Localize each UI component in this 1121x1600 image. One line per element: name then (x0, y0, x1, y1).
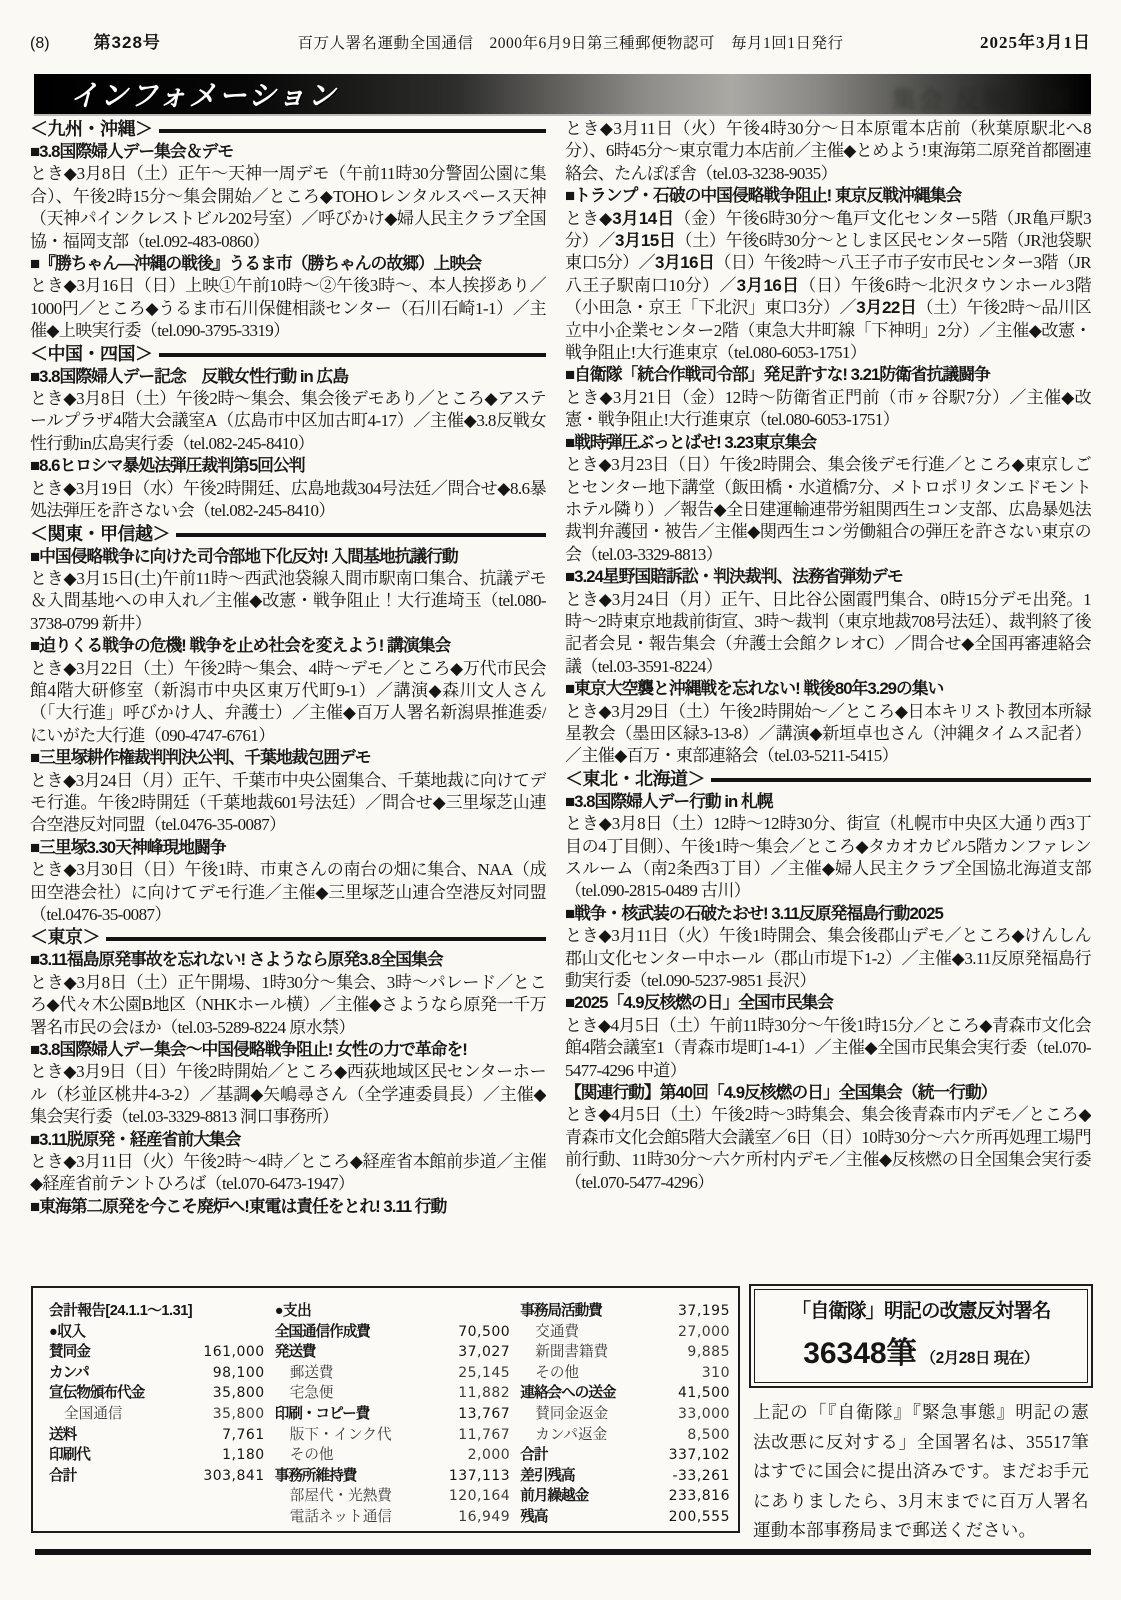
accounting-row (275, 1425, 511, 1446)
accounting-label: 印刷代 (49, 1447, 90, 1464)
event-title: ■東京大空襲と沖縄戦を忘れない! 戦後80年3.29の集い (565, 679, 944, 699)
event-title: ■3.11脱原発・経産省前大集会 (30, 1129, 241, 1149)
accounting-row (275, 1445, 511, 1466)
accounting-value: 70,500 (458, 1323, 511, 1340)
accounting-row (275, 1404, 511, 1425)
banner-title: インフォメーション (70, 79, 338, 112)
accounting-row (520, 1507, 730, 1528)
accounting-label: カンパ返金 (535, 1426, 608, 1443)
accounting-label: カンパ (49, 1364, 89, 1381)
accounting-value: 9,885 (687, 1344, 730, 1361)
accounting-label: その他 (289, 1447, 334, 1464)
event-details: とき◆3月24日（月）正午、千葉市中央公園集合、千葉地裁に向けてデモ行進。午後2時開廷（千葉地裁601号法廷）／問合せ◆三里塚芝山連合空港反対同盟（tel.0476-35-0087） (30, 770, 546, 835)
accounting-value: 337,102 (668, 1447, 730, 1464)
event-title: ■三里塚3.30天神峰現地闘争 (30, 837, 226, 857)
accounting-value: 161,000 (203, 1344, 265, 1361)
event-details: とき◆3月9日（日）午後2時開始／ところ◆西荻地域区民センターホール（杉並区桃井4-3-2）／基調◆矢嶋尋さん（全学連委員長）／主催◆集会実行委（tel.03-3329-8813 洞口事務所） (30, 1062, 546, 1127)
event-title: ■戦争・核武装の石破たおせ! 3.11反原発福島行動2025 (565, 903, 943, 923)
event-details: とき◆3月8日（土）正午～天神一周デモ（午前11時30分警固公園に集合）、午後2時15分～集会開始／ところ◆TOHOレンタルスペース天神（天神パインクレストビル202号室）／呼びかけ◆婦人民主クラブ全国協・福岡支部（tel.092-483-0860） (30, 164, 546, 251)
accounting-label: 差引残高 (520, 1467, 575, 1484)
accounting-row (520, 1404, 730, 1425)
accounting-label: 事務所維持費 (274, 1467, 357, 1484)
accounting-row (520, 1486, 730, 1507)
accounting-row (49, 1363, 265, 1384)
signature-box-paragraph: 上記の「『自衛隊』『緊急事態』明記の憲法改悪に反対する」全国署名は、35517筆はすでに国会に提出済みです。まだお手元にありましたら、3月末までに百万人署名運動本部事務局まで郵送ください。 (753, 1402, 1089, 1540)
ink-bleed-ghost: 集会 反戦 全国 (891, 87, 1073, 114)
event-details: とき◆3月21日（金）12時～防衛省正門前（市ヶ谷駅7分）／主催◆改憲・戦争阻止!大行進東京（tel.080-6053-1751） (565, 387, 1091, 430)
accounting-label: 残高 (520, 1508, 548, 1525)
accounting-label: 電話ネット通信 (289, 1508, 392, 1525)
accounting-row (520, 1301, 730, 1322)
accounting-label: 事務局活動費 (520, 1303, 602, 1319)
region-rule (711, 778, 1091, 782)
issue-date: 2025年3月1日 (980, 33, 1091, 52)
accounting-value: 8,500 (687, 1426, 730, 1443)
accounting-value: 35,800 (212, 1385, 265, 1402)
region-label: ＜関東・甲信越＞ (30, 523, 170, 544)
accounting-value: 120,164 (448, 1488, 511, 1505)
accounting-value: 1,180 (222, 1447, 265, 1464)
accounting-label: 連絡会への送金 (520, 1385, 616, 1402)
accounting-label: 全国通信作成費 (274, 1323, 370, 1340)
event-details: とき◆4月5日（土）午後2時～3時集会、集会後青森市内デモ／ところ◆青森市文化会館5階大会議室／6日（日）10時30分～六ケ所再処理工場門前行動、11時30分～六ケ所村内デモ／主催◆反核燃の日全国集会実行委（tel.070-5477-4296） (565, 1105, 1091, 1192)
accounting-value: 310 (701, 1364, 730, 1381)
events-column-left (30, 118, 546, 1278)
event-title: ■戦時弾圧ぶっとばせ! 3.23東京集会 (565, 432, 817, 452)
event-title: ■8.6ヒロシマ暴処法弾圧裁判第5回公判 (30, 456, 305, 476)
signature-count: 36348筆 (803, 1337, 917, 1370)
accounting-row (520, 1342, 730, 1363)
bottom-rule (35, 1549, 1091, 1555)
accounting-row (520, 1322, 730, 1343)
accounting-label: 版下・インク代 (289, 1426, 392, 1443)
accounting-label: 宅急便 (289, 1385, 334, 1402)
accounting-value: 13,767 (458, 1405, 511, 1422)
accounting-row (275, 1342, 511, 1363)
event-title: ■2025「4.9反核燃の日」全国市民集会 (565, 993, 833, 1013)
event-title: ■中国侵略戦争に向けた司令部地下化反対! 入間基地抗議行動 (30, 546, 458, 566)
accounting-label: ●支出 (274, 1303, 312, 1319)
accounting-label: ●収入 (49, 1323, 86, 1340)
region-rule (159, 353, 547, 357)
accounting-label: 宣伝物頒布代金 (49, 1385, 145, 1402)
accounting-row (520, 1383, 730, 1404)
accounting-row (275, 1507, 511, 1528)
event-title: ■三里塚耕作権裁判判決公判、千葉地裁包囲デモ (30, 748, 371, 768)
accounting-label: 全国通信 (64, 1405, 123, 1422)
accounting-label: その他 (535, 1364, 580, 1381)
accounting-label: 発送費 (274, 1344, 316, 1361)
event-title: ■『勝ちゃん―沖縄の戦後』うるま市（勝ちゃんの故郷）上映会 (30, 254, 482, 274)
event-title: ■3.24星野国賠訴訟・判決裁判、法務省弾劾デモ (565, 567, 903, 587)
event-details: とき◆3月23日（日）午後2時開会、集会後デモ行進／ところ◆東京しごとセンター地下講堂（飯田橋・水道橋7分、メトロポリタンエドモントホテル隣り）／報告◆全日建運輸連帯労組関西生コン支部、広島暴処法裁判弁護団・被告／主催◆関西生コン労働組合の弾圧を許さない東京の会（tel.03-3329-8813） (565, 455, 1091, 564)
event-details: とき◆3月24日（月）正午、日比谷公園霞門集合、0時15分デモ出発。1時～2時東京地裁前街宣、3時～裁判（東京地裁708号法廷）、裁判終了後記者会見・報告集会（弁護士会館クレオC）／問合せ◆全国再審連絡会議（tel.03-3591-8224） (565, 589, 1091, 676)
event-title: 【関連行動】第40回「4.9反核燃の日」全国集会（統一行動） (565, 1083, 997, 1103)
region-label: ＜東京＞ (30, 927, 100, 948)
event-details: とき◆3月22日（土）午後2時～集会、4時～デモ／ところ◆万代市民会館4階大研修室（新潟市中央区東万代町9-1）／講演◆森川文人さん（「大行進」呼びかけ人、弁護士）／主催◆百万人署名新潟県推進委/にいがた大行進（090-4747-6761） (30, 658, 546, 745)
accounting-row (520, 1425, 730, 1446)
event-details: とき◆3月19日（水）午後2時開廷、広島地裁304号法廷／問合せ◆8.6暴処法弾圧を許さない会（tel.082-245-8410） (30, 478, 546, 521)
accounting-value: 35,800 (212, 1405, 265, 1422)
event-title: ■3.11福島原発事故を忘れない! さようなら原発3.8全国集会 (30, 950, 443, 970)
accounting-label: 会計報告[24.1.1～1.31] (49, 1303, 193, 1319)
accounting-row (520, 1363, 730, 1384)
accounting-column (49, 1301, 265, 1523)
accounting-value: 98,100 (212, 1364, 265, 1381)
region-label: ＜中国・四国＞ (30, 343, 153, 364)
event-title: ■3.8国際婦人デー集会＆デモ (30, 142, 234, 161)
accounting-value: 27,000 (678, 1323, 730, 1340)
region-label: ＜九州・沖縄＞ (30, 119, 153, 139)
accounting-row (275, 1322, 511, 1343)
accounting-row (49, 1342, 265, 1363)
event-title: ■トランプ・石破の中国侵略戦争阻止! 東京反戦沖縄集会 (565, 186, 962, 206)
accounting-value: 33,000 (678, 1405, 730, 1422)
accounting-label: 送料 (49, 1426, 77, 1443)
accounting-label: 交通費 (535, 1323, 580, 1340)
accounting-column (275, 1301, 511, 1523)
event-details: とき◆3月11日（火）午後2時～4時／ところ◆経産省本館前歩道／主催◆経産省前テントひろば（tel.070-6473-1947） (30, 1152, 546, 1194)
event-details: とき◆3月14日（金）午後6時30分～亀戸文化センター5階（JR亀戸駅3分）／3月15日（土）午後6時30分～としま区民センター5階（JR池袋駅東口5分）／3月16日（日）午後2時～八王子市子安市民センター3階（JR八王子駅南口10分）／3月16日（日）午後6時～北沢タウンホール3階（小田急・京王「下北沢」東口3分）／3月22日（土）午後2時～品川区立中小企業センター2階（東急大井町線「下神明」2分）／主催◆改憲・戦争阻止!大行進東京（tel.080-6053-1751） (565, 208, 1091, 363)
event-title: ■3.8国際婦人デー行動 in 札幌 (565, 791, 773, 811)
signature-count-line (759, 1328, 1083, 1372)
signature-box (751, 1286, 1091, 1563)
region-header (30, 343, 546, 366)
event-details: とき◆3月30日（日）午後1時、市東さんの南台の畑に集合、NAA（成田空港会社）に向けてデモ行進／主催◆三里塚芝山連合空港反対同盟（tel.0476-35-0087） (30, 860, 546, 924)
information-banner (34, 74, 1091, 114)
accounting-label: 郵送費 (289, 1364, 334, 1381)
accounting-value: 303,841 (203, 1467, 265, 1484)
masthead-publication-line: 百万人署名運動全国通信 2000年6月9日第三種郵便物認可 毎月1回1日発行 (297, 35, 844, 52)
accounting-value: 16,949 (458, 1508, 511, 1525)
accounting-value: 233,816 (668, 1488, 730, 1505)
accounting-value: -33,261 (672, 1467, 730, 1484)
accounting-value: 11,767 (458, 1426, 511, 1443)
accounting-row (49, 1425, 265, 1446)
accounting-value: 137,113 (448, 1467, 511, 1484)
events-column-right (565, 118, 1091, 1278)
accounting-value: 37,027 (458, 1344, 511, 1361)
region-header (30, 926, 546, 949)
accounting-label: 合計 (49, 1467, 77, 1484)
event-details: とき◆3月16日（日）上映①午前10時～②午後3時～、本人挨拶あり／1000円／ところ◆うるま市石川保健相談センター（石川石崎1-1）／主催◆上映実行委（tel.090-3795-3319） (30, 276, 546, 341)
accounting-row (49, 1322, 265, 1343)
accounting-row (49, 1301, 265, 1322)
accounting-value: 2,000 (467, 1447, 511, 1464)
accounting-row (49, 1404, 265, 1425)
event-title: ■東海第二原発を今こそ廃炉へ!東電は責任をとれ! 3.11 行動 (30, 1196, 447, 1216)
event-details: とき◆3月29日（土）午後2時開始～／ところ◆日本キリスト教団本所緑星教会（墨田区緑3-13-8）／講演◆新垣卓也さん（沖縄タイムス記者）／主催◆百万・東部連絡会（tel.03-5211-5415） (565, 701, 1091, 766)
region-label: ＜東北・北海道＞ (565, 768, 705, 789)
accounting-report-box (31, 1286, 740, 1533)
accounting-row (275, 1301, 511, 1322)
accounting-row (275, 1383, 511, 1404)
event-title: ■3.8国際婦人デー集会～中国侵略戦争阻止! 女性の力で革命を! (30, 1040, 467, 1060)
accounting-row (49, 1466, 265, 1487)
accounting-row (275, 1363, 511, 1384)
accounting-row (49, 1445, 265, 1466)
accounting-row (49, 1383, 265, 1404)
signature-count-frame (754, 1289, 1088, 1383)
event-title: ■迫りくる戦争の危機! 戦争を止め社会を変えよう! 講演集会 (30, 636, 451, 656)
page-number: (8) (30, 35, 50, 52)
event-details: とき◆3月11日（火）午後4時30分～日本原電本店前（秋葉原駅北へ8分）、6時45分～東京電力本店前／主催◆とめよう!東海第二原発首都圏連絡会、たんぽぽ舎（tel.03-3238-9035） (565, 119, 1091, 183)
region-rule (159, 129, 547, 133)
accounting-label: 賛同金 (49, 1344, 90, 1361)
masthead (30, 28, 1091, 53)
region-header (30, 523, 546, 546)
event-title: ■自衛隊「統合作戦司令部」発足許すな! 3.21防衛省抗議闘争 (565, 365, 990, 385)
accounting-value: 11,882 (458, 1385, 511, 1402)
accounting-value: 37,195 (678, 1303, 730, 1319)
accounting-value: 25,145 (458, 1364, 511, 1381)
region-header (30, 118, 546, 141)
accounting-row (275, 1466, 511, 1487)
accounting-label: 賛同金返金 (535, 1405, 609, 1422)
accounting-label: 合計 (520, 1447, 548, 1464)
accounting-label: 前月繰越金 (520, 1488, 589, 1505)
region-rule (176, 533, 546, 537)
accounting-value: 7,761 (222, 1426, 265, 1443)
event-details: とき◆3月8日（土）正午開場、1時30分～集会、3時～パレード／ところ◆代々木公園B地区（NHKホール横）／主催◆さようなら原発一千万署名市民の会ほか（tel.03-5289-8224 原水禁） (30, 972, 546, 1037)
event-title: ■3.8国際婦人デー記念 反戦女性行動 in 広島 (30, 366, 348, 386)
accounting-label: 印刷・コピー費 (274, 1405, 370, 1422)
event-details: とき◆3月8日（土）午後2時～集会、集会後デモあり／ところ◆アステールプラザ4階大会議室A（広島市中区加古町4-17）／主催◆3.8反戦女性行動in広島実行委（tel.082-245-8410） (30, 389, 546, 453)
issue-number: 第328号 (93, 33, 161, 52)
event-details: とき◆3月11日（火）午後1時開会、集会後郡山デモ／ところ◆けんしん郡山文化センター中ホール（郡山市堤下1-2）／主催◆3.11反原発福島行動実行委（tel.090-5237-9851 長沢） (565, 926, 1091, 991)
event-details: とき◆4月5日（土）午前11時30分～午後1時15分／ところ◆青森市文化会館4階会議室1（青森市堤町1-4-1）／主催◆全国市民集会実行委（tel.070-5477-4296 中道） (565, 1015, 1091, 1080)
event-details: とき◆3月15日(土)午前11時～西武池袋線入間市駅南口集合、抗議デモ＆入間基地への申入れ／主催◆改憲・戦争阻止！大行進埼玉（tel.080-3738-0799 新井） (30, 568, 546, 633)
event-details: とき◆3月8日（土）12時～12時30分、街宣（札幌市中央区大通り西3丁目の4丁目側）、午後1時～集会／ところ◆タカオカビル5階カンファレンスルーム（南2条西3丁目）／主催◆婦人民主クラブ全国協北海道支部（tel.090-2815-0489 古川） (565, 814, 1091, 901)
signature-count-note: （2月28日 現在） (920, 1350, 1039, 1367)
accounting-column (520, 1301, 730, 1523)
accounting-label: 新聞書籍費 (535, 1344, 609, 1361)
accounting-label: 部屋代・光熱費 (289, 1488, 392, 1505)
region-header (565, 768, 1091, 791)
accounting-value: 200,555 (668, 1508, 730, 1525)
region-rule (106, 937, 546, 941)
signature-box-title: 「自衛隊」明記の改憲反対署名 (791, 1300, 1051, 1322)
accounting-row (520, 1466, 730, 1487)
accounting-row (520, 1445, 730, 1466)
accounting-row (275, 1486, 511, 1507)
accounting-value: 41,500 (678, 1385, 730, 1402)
